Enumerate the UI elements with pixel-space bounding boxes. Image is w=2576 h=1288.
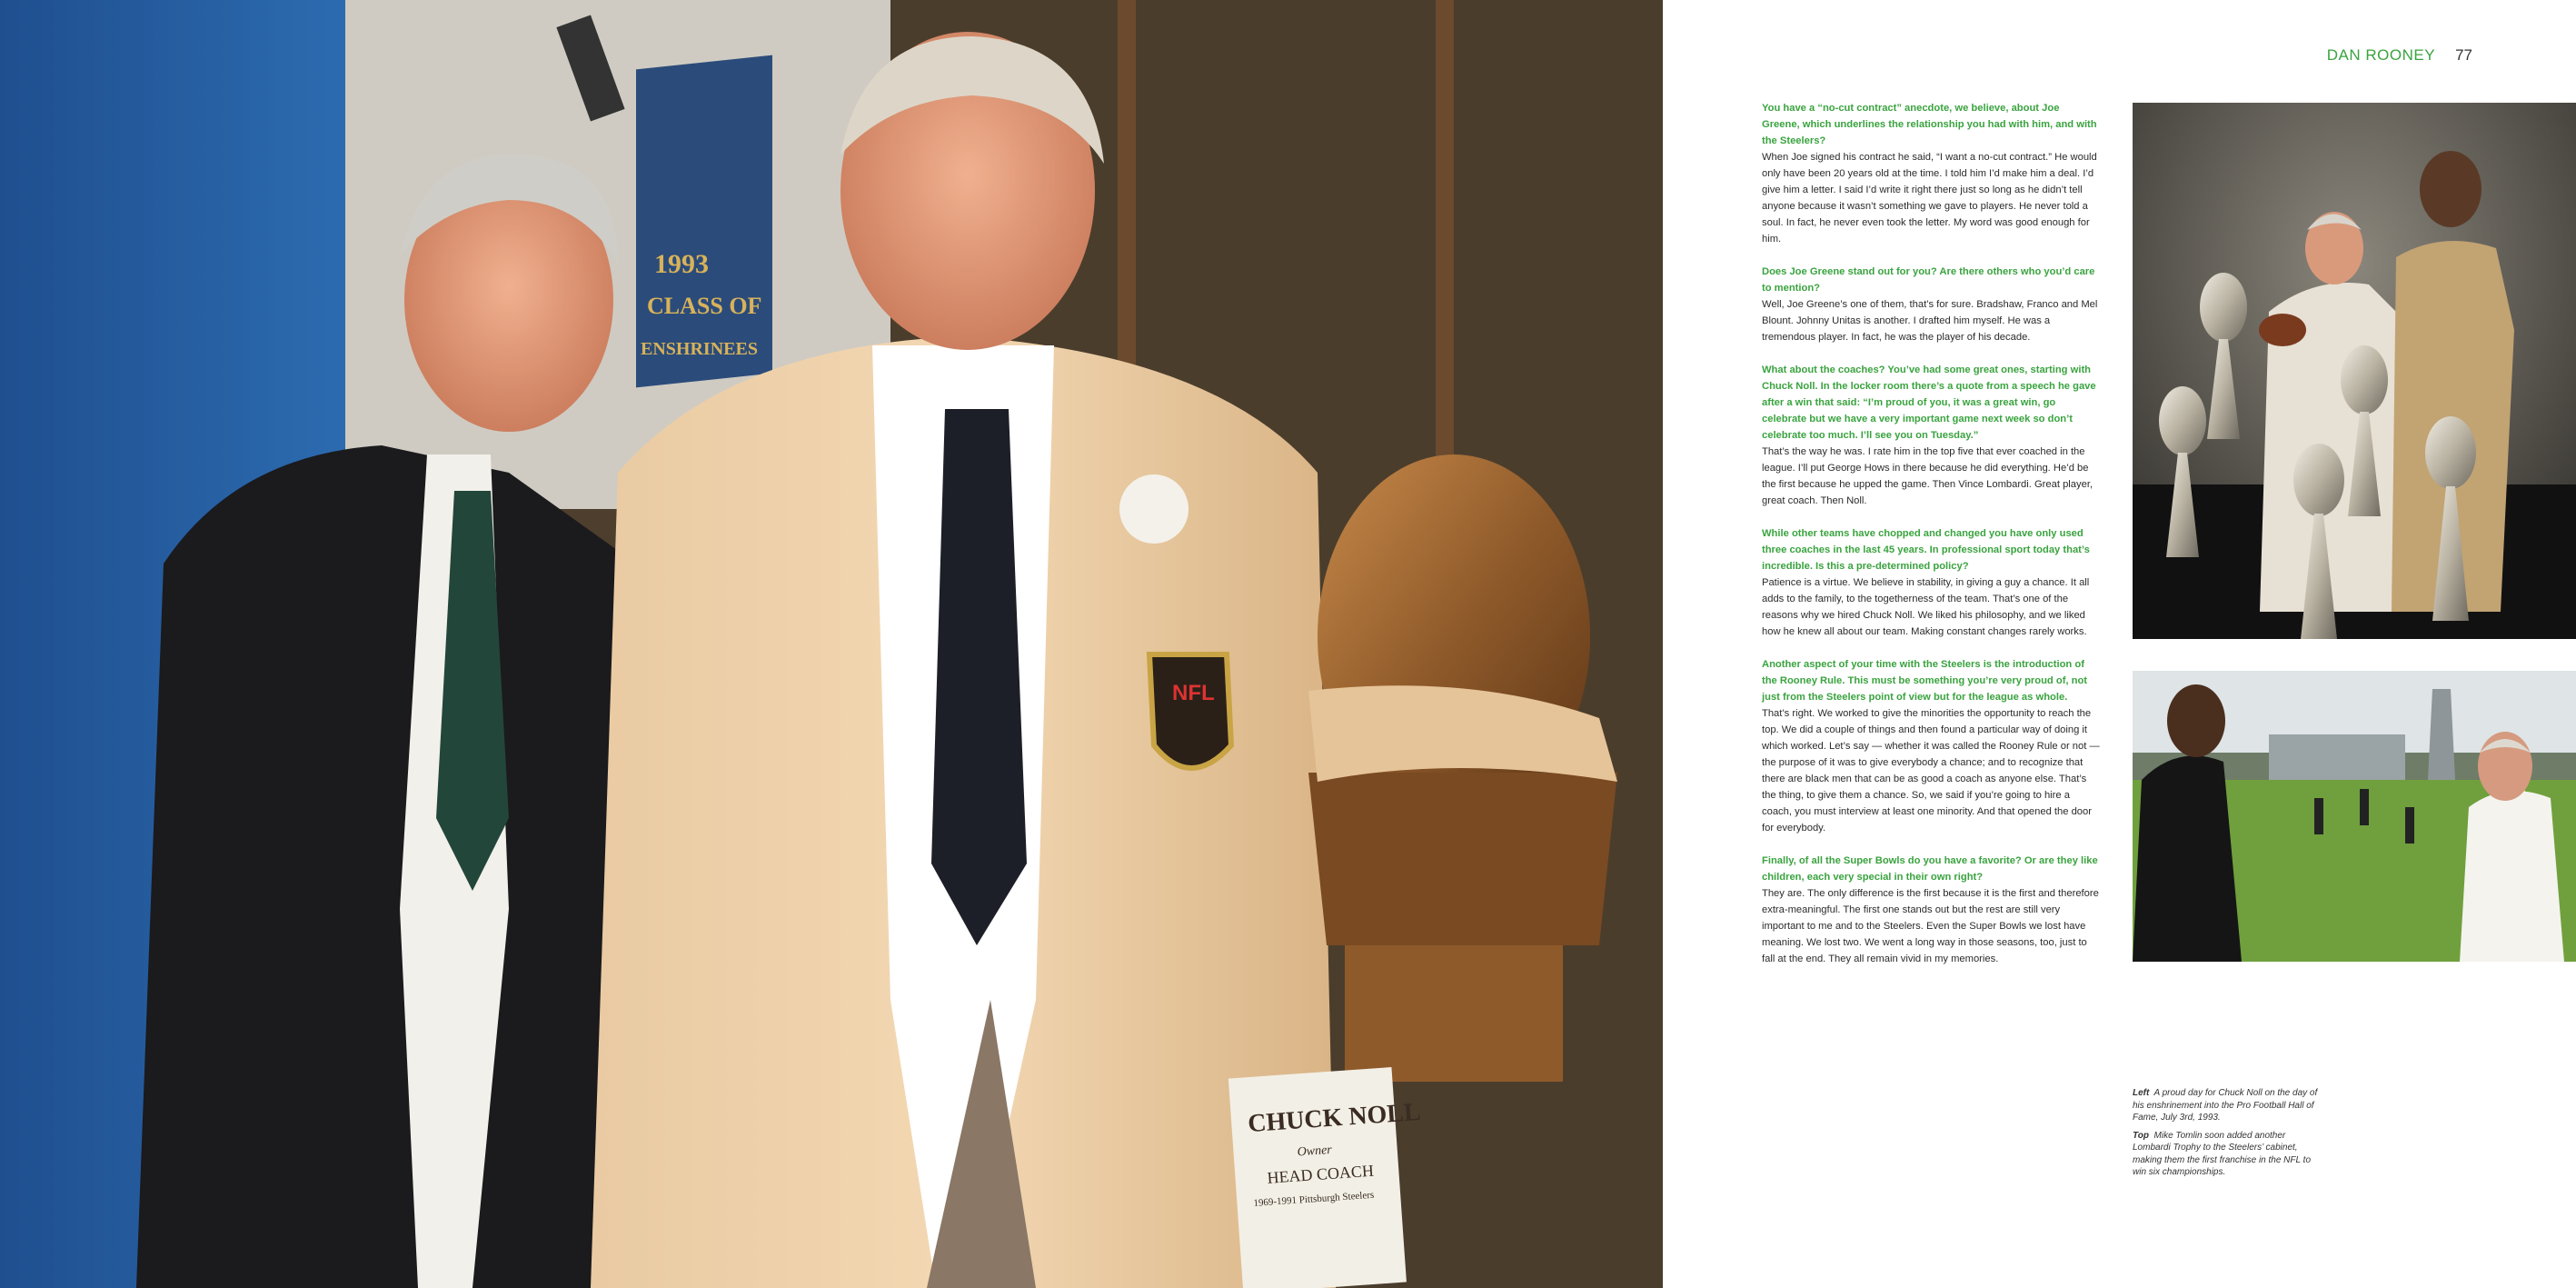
owner-figure [2460,791,2564,962]
question: Does Joe Greene stand out for you? Are there others who you’d care to mention? [1762,266,2095,294]
answer: Patience is a virtue. We believe in stability, in giving a guy a chance. It all adds to the family, to the togetherness of the team. That’s one of the reasons why we hired Chuck Noll. We liked his philosophy, and we liked how he knew all about our team. Making constant changes rarely works. [1762,577,2090,637]
qa-block [1762,853,2100,967]
coach-figure [2133,755,2242,962]
qa-block [1762,264,2100,345]
caption-label: Top [2133,1130,2149,1141]
caption-label: Left [2133,1088,2150,1098]
question: Another aspect of your time with the Steelers is the introduction of the Rooney Rule. This must be something you’re very proud of, not just from the Steelers point of view but for the league as whole. [1762,659,2088,703]
practice-field-photo [2133,671,2576,962]
question: Finally, of all the Super Bowls do you have a favorite? Or are they like children, each very special in their own right? [1762,855,2098,883]
page-number: 77 [2455,46,2472,64]
question: While other teams have chopped and changed you have only used three coaches in the last 45 years. In professional sport today that’s incredible. Is this a pre-determined policy? [1762,528,2090,572]
caption-text: Mike Tomlin soon added another Lombardi Trophy to the Steelers’ cabinet, making them the first franchise in the NFL to win six championships. [2133,1130,2312,1177]
caption-text: A proud day for Chuck Noll on the day of his enshrinement into the Pro Football Hall of Fame, July 3rd, 1993. [2133,1088,2318,1123]
qa-block [1762,362,2100,509]
plaque-title: HEAD COACH [1266,1161,1375,1187]
man-left-suit [136,445,636,1288]
answer: Well, Joe Greene’s one of them, that’s for sure. Bradshaw, Franco and Mel Blount. Johnny Unitas is another. I drafted him myself. He was a tremendous player. In fact, he was the player of his decade. [1762,299,2098,343]
answer: That’s right. We worked to give the minorities the opportunity to reach the top. We did a couple of things and then found a particular way of doing it which worked. Let’s say — whether it was called the Rooney Rule or not — the purpose of it was to give everybody a chance; and to recognize that there are black men that can be as good a coach as anyone else. That’s the thing, to give them a chance. So, we said if you’re going to hire a coach, you must interview at least one minority. And that opened the door for everybody. [1762,708,2100,834]
qa-block [1762,656,2100,836]
caption [2133,1130,2323,1179]
interview-column [1762,100,2100,983]
answer: They are. The only difference is the first because it is the first and therefore extra-meaningful. The first one stands out but the rest are still very important to me and to the Steelers. Even the Super Bowls we lost have meaning. We lost two. We went a long way in those seasons, too, just to fall at the end. They all remain vivid in my memories. [1762,888,2099,964]
boutonniere [1119,474,1189,544]
question: You have a “no-cut contract” anecdote, we believe, about Joe Greene, which underlines the relationship you had with him, and with the Steelers? [1762,103,2097,146]
qa-block [1762,525,2100,640]
question: What about the coaches? You’ve had some great ones, starting with Chuck Noll. In the locker room there’s a quote from a speech he gave after a win that said: “I’m proud of you, it was a great win, go celebrate but we have a very important game next week so don’t celebrate too much. I’ll see you on Tuesday.” [1762,364,2096,441]
banner-line-3: ENSHRINEES [641,339,758,359]
running-head-section: DAN ROONEY [2326,46,2436,64]
banner-year: 1993 [654,249,709,279]
caption [2133,1087,2323,1124]
answer: When Joe signed his contract he said, “I want a no-cut contract.” He would only have been 20 years old at the time. I told him I’d make him a deal. I’d give him a letter. I said I’d write it right there just so long as he didn’t tell anyone because it wasn’t something we gave to players. He never told a soul. In fact, he never even took the letter. My word was good enough for him. [1762,152,2097,245]
hof-patch [1149,654,1231,768]
lombardi-trophies-illustration [2133,103,2576,639]
plaque-role: Owner [1297,1143,1333,1160]
qa-block [1762,100,2100,247]
banner-line-2: CLASS OF [647,293,762,319]
photo-captions [2133,1087,2323,1184]
plaque-name: CHUCK NOLL [1247,1097,1422,1139]
football [2259,314,2306,346]
lombardi-trophies-photo [2133,103,2576,639]
plaque-years: 1969-1991 Pittsburgh Steelers [1253,1189,1375,1209]
running-head [2327,42,2472,69]
practice-field-illustration [2133,671,2576,962]
answer: That’s the way he was. I rate him in the top five that ever coached in the league. I’ll put George Hows in there because he did everything. He’d be the first because he upped the game. Then Vince Lombardi. Great player, great coach. Then Noll. [1762,446,2094,506]
hof-patch-text: NFL [1172,681,1215,705]
